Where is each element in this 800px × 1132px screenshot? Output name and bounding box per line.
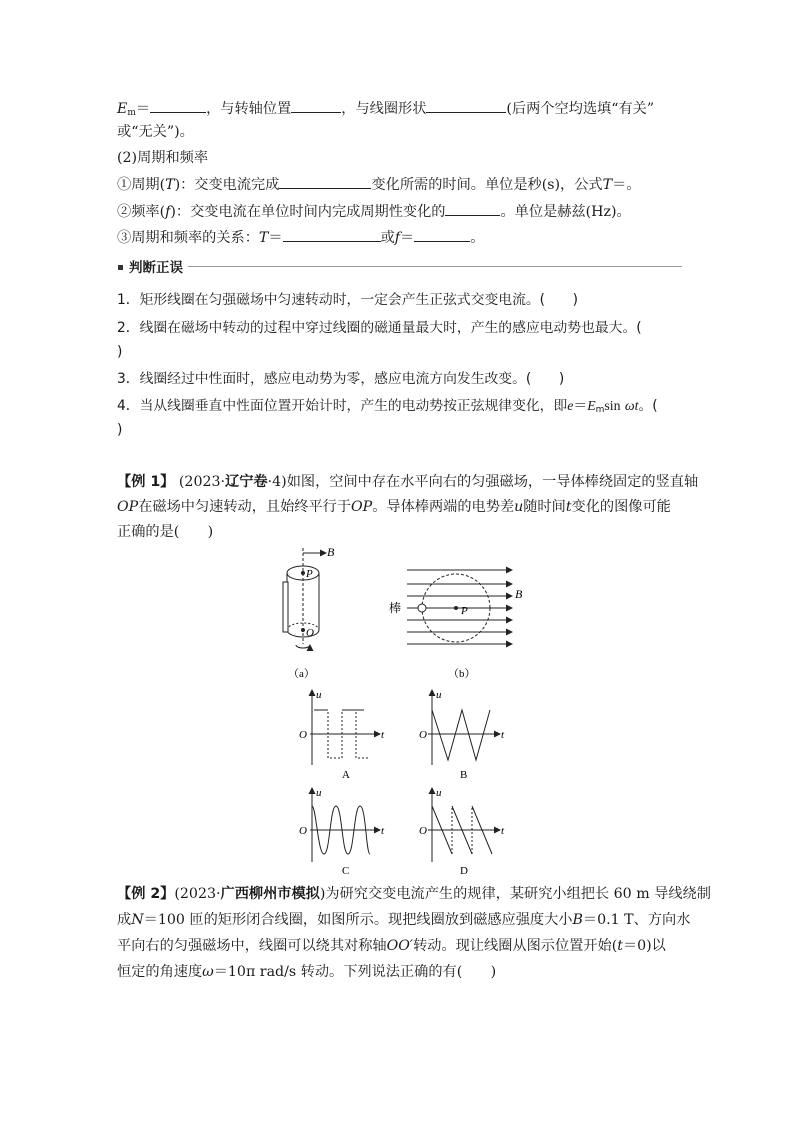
label-P-a: P xyxy=(306,568,313,580)
svg-text:O: O xyxy=(419,729,427,741)
graph-C-letter: C xyxy=(342,865,350,877)
svg-text:O: O xyxy=(299,825,307,837)
svg-text:u: u xyxy=(316,787,322,799)
em-line: $E_m=$ ，与转轴位置 ，与线圈形状 (后两个空均选填“有关” xyxy=(117,97,654,123)
svg-text:t: t xyxy=(501,825,505,837)
label-O-a: O xyxy=(306,627,314,639)
subheading-period-frequency: (2)周期和频率 xyxy=(117,150,209,166)
svg-text:u: u xyxy=(436,787,442,799)
blank-period[interactable] xyxy=(279,173,371,189)
label-rod: 棒 xyxy=(389,601,402,615)
blank-em[interactable] xyxy=(150,97,206,113)
example2-line-3: 平向右的匀强磁场中，线圈可以绕其对称轴OO′转动。现让线圈从图示位置开始(t＝0)以 xyxy=(117,938,666,954)
svg-text:O: O xyxy=(299,729,307,741)
blank-T-relation[interactable] xyxy=(283,226,381,242)
svg-text:u: u xyxy=(436,689,442,701)
judge-item-4: 4．当从线圈垂直中性面位置开始计时，产生的电动势按正弦规律变化，即$e=E_m\sin$ ωt。( xyxy=(117,398,658,415)
judge-section-header: 判断正误 xyxy=(118,256,682,276)
example2-line-1: 【例 2】(2023·广西柳州市模拟)为研究交变电流产生的规律，某研究小组把长 60 m 导线绕制 xyxy=(117,886,711,902)
figure-b-field xyxy=(407,570,512,644)
judge-item-2: 2．线圈在磁场中转动的过程中穿过线圈的磁通量最大时，产生的感应电动势也最大。( xyxy=(117,320,642,336)
frequency-line: ②频率(f)：交变电流在单位时间内完成周期性变化的 。单位是赫兹(Hz)。 xyxy=(117,200,631,222)
graph-D xyxy=(428,788,500,862)
judge-item-1: 1．矩形线圈在匀强磁场中匀速转动时，一定会产生正弦式交变电流。( ) xyxy=(117,292,579,308)
svg-text:t: t xyxy=(501,729,505,741)
blank-frequency[interactable] xyxy=(445,200,500,216)
caption-b: （b） xyxy=(448,668,476,680)
example2-line-2: 成N＝100 匝的矩形闭合线圈，如图所示。现把线圈放到磁感应强度大小B＝0.1 T、方向水 xyxy=(117,912,691,928)
label-P-b: P xyxy=(461,605,468,617)
example1-line-3: 正确的是( ) xyxy=(117,524,214,540)
relation-line: ③周期和频率的关系：T＝ 或f＝ 。 xyxy=(117,226,484,248)
judge-item-2-close: ) xyxy=(117,344,123,360)
blank-axis-position[interactable] xyxy=(291,97,341,113)
square-bullet-icon xyxy=(118,265,123,270)
graph-B-letter: B xyxy=(460,769,468,781)
period-line: ①周期(T)：交变电流完成 变化所需的时间。单位是秒(s)，公式T＝。 xyxy=(117,173,640,195)
label-B-b: B xyxy=(515,587,523,601)
example1-line-1: 【例 1】 (2023·辽宁卷·4)如图，空间中存在水平向右的匀强磁场，一导体棒绕固定的竖直轴 xyxy=(117,474,699,490)
graph-B xyxy=(428,690,500,765)
judge-item-3: 3．线圈经过中性面时，感应电动势为零，感应电流方向发生改变。( ) xyxy=(117,371,565,387)
graph-A xyxy=(310,690,380,765)
example2-line-4: 恒定的角速度ω＝10π rad/s 转动。下列说法正确的有( ) xyxy=(117,964,497,980)
svg-text:t: t xyxy=(381,729,385,741)
judge-item-4-close: ) xyxy=(117,422,123,438)
example1-line-2: OP在磁场中匀速转动，且始终平行于OP。导体棒两端的电势差u随时间t变化的图像可能 xyxy=(117,499,671,515)
figure-a-cylinder xyxy=(283,548,326,648)
svg-text:u: u xyxy=(316,689,322,701)
label-B-a: B xyxy=(327,545,335,559)
header-rule xyxy=(188,266,682,267)
example1-figure xyxy=(0,540,800,880)
graph-A-letter: A xyxy=(342,769,350,781)
svg-text:t: t xyxy=(381,825,385,837)
blank-f-relation[interactable] xyxy=(414,226,470,242)
blank-coil-shape[interactable] xyxy=(426,97,506,113)
graph-D-letter: D xyxy=(460,865,468,877)
em-line-2: 或“无关”)。 xyxy=(117,124,194,140)
caption-a: （a） xyxy=(288,668,315,680)
svg-text:O: O xyxy=(419,825,427,837)
graph-C xyxy=(310,788,380,862)
